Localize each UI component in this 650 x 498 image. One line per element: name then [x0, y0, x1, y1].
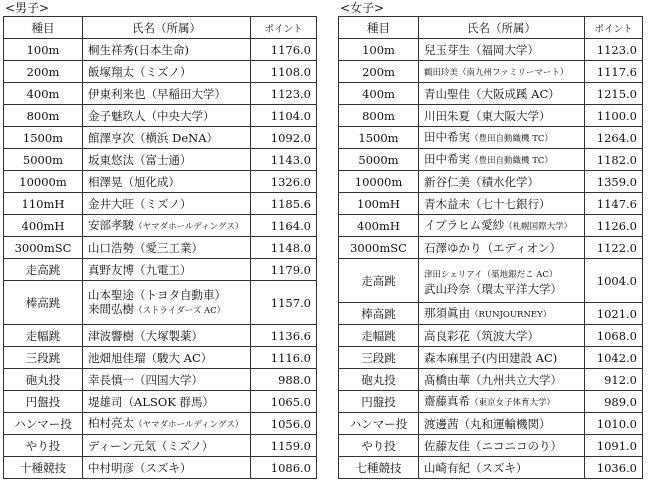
event-cell: 砲丸投 [339, 369, 419, 391]
name-cell [83, 39, 251, 61]
women-caption: <女子> [340, 1, 385, 15]
points-cell: 1010.0 [585, 413, 643, 435]
athlete-name-line [88, 197, 250, 211]
points-cell: 912.0 [585, 369, 643, 391]
points-cell: 1122.0 [585, 237, 643, 259]
athlete-name: 山崎有紀（スズキ） [424, 460, 528, 475]
event-cell: 100m [4, 39, 83, 61]
athlete-name-line [88, 175, 250, 189]
table-row [339, 61, 643, 83]
athlete-name-line [424, 394, 584, 410]
name-cell [83, 83, 251, 105]
athlete-name: 中村明彦（スズキ） [88, 460, 192, 475]
athlete-name: 金子魅玖人（中央大学） [88, 108, 215, 123]
name-cell [83, 457, 251, 479]
event-cell: 800m [339, 105, 419, 127]
table-row [339, 127, 643, 149]
points-cell: 1091.0 [585, 435, 643, 457]
points-cell: 1182.0 [585, 149, 643, 171]
athlete-name-line [424, 373, 584, 387]
event-cell: 100mH [339, 193, 419, 215]
name-cell [419, 193, 585, 215]
event-cell: 5000m [4, 149, 83, 171]
points-cell: 1136.6 [251, 325, 317, 347]
athlete-name: ディーン元気（ミズノ） [88, 438, 214, 453]
athlete-name-line [88, 439, 250, 453]
event-cell: 走幅跳 [339, 325, 419, 347]
name-cell [419, 413, 585, 435]
table-row [339, 435, 643, 457]
points-cell: 1108.0 [251, 61, 317, 83]
points-cell: 1164.0 [251, 215, 317, 237]
points-cell: 1157.0 [251, 281, 317, 325]
table-row [4, 39, 317, 61]
athlete-name-line [424, 197, 584, 211]
athlete-name: 飯塚翔太（ミズノ） [88, 64, 192, 79]
table-row [4, 347, 317, 369]
points-cell: 1148.0 [251, 237, 317, 259]
points-cell: 1126.0 [585, 215, 643, 237]
table-row [339, 457, 643, 479]
table-row [339, 391, 643, 413]
event-cell: 200m [4, 61, 83, 83]
athlete-name-line [88, 109, 250, 123]
points-cell: 1021.0 [585, 303, 643, 325]
men-panel [3, 0, 316, 479]
athlete-name: 兒玉芽生（福岡大学） [424, 42, 539, 57]
table-row [4, 413, 317, 435]
name-cell [83, 105, 251, 127]
athlete-name-line [424, 329, 584, 343]
name-cell [419, 215, 585, 237]
women-header-event: 種目 [339, 17, 419, 39]
table-row [339, 149, 643, 171]
athlete-name-line [424, 175, 584, 189]
event-cell: やり投 [339, 435, 419, 457]
athlete-name-line [88, 43, 250, 57]
table-row [4, 127, 317, 149]
name-cell [419, 391, 585, 413]
table-row [339, 237, 643, 259]
event-cell: やり投 [4, 435, 83, 457]
athlete-name-line [88, 329, 250, 343]
points-cell: 1264.0 [585, 127, 643, 149]
table-row [339, 39, 643, 61]
affiliation-note: （ストライダーズ AC） [134, 305, 226, 316]
event-cell: 100m [339, 39, 419, 61]
event-cell: ハンマー投 [339, 413, 419, 435]
athlete-name: 山本聖途（トヨタ自動車） [88, 287, 226, 302]
points-cell: 1215.0 [585, 83, 643, 105]
table-row [4, 325, 317, 347]
name-cell [419, 237, 585, 259]
affiliation-note: （RUNJOURNEY） [470, 309, 552, 320]
table-row [4, 457, 317, 479]
name-cell [419, 149, 585, 171]
athlete-name: 武山玲奈（環太平洋大学） [424, 281, 562, 296]
event-cell: 10000m [4, 171, 83, 193]
name-cell [83, 127, 251, 149]
athlete-name-line [424, 241, 584, 255]
event-cell: 3000mSC [339, 237, 419, 259]
name-cell [83, 61, 251, 83]
event-cell: 棒高跳 [4, 281, 83, 325]
event-cell: 10000m [339, 171, 419, 193]
event-cell: 三段跳 [4, 347, 83, 369]
table-row [4, 391, 317, 413]
event-cell: 1500m [339, 127, 419, 149]
table-row [339, 215, 643, 237]
athlete-name: 堤雄司（ALSOK 群馬） [88, 394, 214, 409]
event-cell: 円盤投 [339, 391, 419, 413]
athlete-name-line [88, 288, 250, 302]
points-cell: 1147.6 [585, 193, 643, 215]
women-table [338, 16, 643, 479]
table-row [339, 105, 643, 127]
event-cell: 三段跳 [339, 347, 419, 369]
name-cell [83, 171, 251, 193]
athlete-name: 田中希実 [424, 151, 470, 166]
athlete-name-line [424, 87, 584, 101]
athlete-name-line [88, 131, 250, 145]
athlete-name: 田中希実 [424, 129, 470, 144]
athlete-name-line [424, 266, 584, 282]
points-cell: 1117.6 [585, 61, 643, 83]
name-cell [83, 193, 251, 215]
points-cell: 1004.0 [585, 259, 643, 303]
table-row [4, 435, 317, 457]
points-cell: 1116.0 [251, 347, 317, 369]
points-cell: 1065.0 [251, 391, 317, 413]
name-cell [83, 149, 251, 171]
men-caption: <男子> [5, 1, 50, 15]
event-cell: 5000m [339, 149, 419, 171]
athlete-name-line [424, 417, 584, 431]
athlete-name-line [88, 416, 250, 432]
athlete-name: 金井大旺（ミズノ） [88, 196, 192, 211]
event-cell: 400m [339, 83, 419, 105]
athlete-name: 相澤晃（旭化成） [88, 174, 180, 189]
name-cell [83, 259, 251, 281]
athlete-name: イブラヒム愛紗 [424, 217, 505, 232]
men-table [3, 16, 317, 479]
name-cell [83, 435, 251, 457]
table-row [339, 347, 643, 369]
athlete-name: 幸長慎一（四国大学） [88, 372, 203, 387]
name-cell [419, 303, 585, 325]
athlete-name-line [88, 302, 250, 318]
affiliation-note: （東京女子体育大学） [470, 397, 556, 408]
athlete-name-line [424, 152, 584, 168]
points-cell: 1123.0 [585, 39, 643, 61]
event-cell: 400mH [4, 215, 83, 237]
athlete-name: 桐生祥秀(日本生命) [88, 42, 189, 57]
affiliation-note: （札幌国際大学） [504, 221, 573, 232]
men-table-body [4, 39, 317, 479]
name-cell [83, 413, 251, 435]
athlete-name: 山口浩勢（愛三工業） [88, 240, 203, 255]
points-cell: 1086.0 [251, 457, 317, 479]
table-row [4, 61, 317, 83]
athlete-name: 坂東悠汰（富士通） [88, 152, 192, 167]
points-cell: 1036.0 [585, 457, 643, 479]
points-cell: 1068.0 [585, 325, 643, 347]
event-cell: 走高跳 [339, 259, 419, 303]
athlete-name-line [424, 109, 584, 123]
name-cell [83, 369, 251, 391]
event-cell: 800m [4, 105, 83, 127]
athlete-name: 新谷仁美（積水化学） [424, 174, 539, 189]
name-cell [83, 281, 251, 325]
table-row [4, 149, 317, 171]
points-cell: 1326.0 [251, 171, 317, 193]
athlete-name-line [424, 218, 584, 234]
athlete-name: 髙橋由華（九州共立大学） [424, 372, 562, 387]
points-cell: 1179.0 [251, 259, 317, 281]
event-cell: 円盤投 [4, 391, 83, 413]
athlete-name: 伊東利来也（早稲田大学） [88, 86, 226, 101]
event-cell: 十種競技 [4, 457, 83, 479]
table-row [4, 171, 317, 193]
table-row [339, 369, 643, 391]
athlete-name-line [88, 395, 250, 409]
athlete-name: 渡邊茜（丸和運輸機関） [424, 416, 551, 431]
table-row [4, 237, 317, 259]
points-cell: 1185.6 [251, 193, 317, 215]
athlete-name: 石澤ゆかり（エディオン） [424, 240, 562, 255]
athlete-name: 佐藤友佳（ニコニコのり） [424, 438, 562, 453]
women-header-name: 氏名（所属） [419, 17, 585, 39]
name-cell [83, 215, 251, 237]
name-cell [83, 237, 251, 259]
table-row [339, 259, 643, 303]
event-cell: 400mH [339, 215, 419, 237]
athlete-name-line [88, 373, 250, 387]
name-cell [419, 105, 585, 127]
points-cell: 1042.0 [585, 347, 643, 369]
name-cell [419, 369, 585, 391]
athlete-name: 齋藤真希 [424, 393, 470, 408]
points-cell: 1100.0 [585, 105, 643, 127]
athlete-name: 柏村亮太 [88, 415, 134, 430]
table-row [4, 369, 317, 391]
event-cell: 砲丸投 [4, 369, 83, 391]
women-panel [338, 0, 642, 479]
event-cell: 走高跳 [4, 259, 83, 281]
name-cell [419, 259, 585, 303]
event-cell: 七種競技 [339, 457, 419, 479]
table-row [4, 281, 317, 325]
athlete-name-line [424, 439, 584, 453]
affiliation-note: 津田シェリアイ（築地銀だこ AC） [424, 269, 558, 280]
name-cell [419, 457, 585, 479]
name-cell [419, 39, 585, 61]
table-row [339, 83, 643, 105]
affiliation-note: （豊田自動織機 TC） [470, 155, 553, 166]
athlete-name-line [88, 153, 250, 167]
points-cell: 1123.0 [251, 83, 317, 105]
points-cell: 1104.0 [251, 105, 317, 127]
affiliation-note: （ヤマダホールディングス） [134, 419, 244, 430]
event-cell: 110mH [4, 193, 83, 215]
event-cell: 棒高跳 [339, 303, 419, 325]
athlete-name-line [424, 351, 584, 365]
points-cell: 1176.0 [251, 39, 317, 61]
table-row [339, 171, 643, 193]
points-cell: 1359.0 [585, 171, 643, 193]
name-cell [419, 61, 585, 83]
table-row [339, 325, 643, 347]
athlete-name: 津波響樹（大塚製薬） [88, 328, 203, 343]
athlete-name: 青木益未（七十七銀行） [424, 196, 551, 211]
athlete-name-line [88, 461, 250, 475]
name-cell [419, 435, 585, 457]
points-cell: 1092.0 [251, 127, 317, 149]
table-row [339, 413, 643, 435]
athlete-name-line [88, 87, 250, 101]
event-cell: ハンマー投 [4, 413, 83, 435]
athlete-name: 真野友博（九電工） [88, 262, 192, 277]
table-row [4, 215, 317, 237]
affiliation-note: （豊田自動織機 TC） [470, 133, 553, 144]
athlete-name: 池畑旭佳瑠（駿大 AC） [88, 350, 213, 365]
name-cell [419, 83, 585, 105]
points-cell: 1159.0 [251, 435, 317, 457]
athlete-name: 高良彩花（筑波大学） [424, 328, 539, 343]
points-cell: 989.0 [585, 391, 643, 413]
name-cell [419, 347, 585, 369]
athlete-name-line [424, 306, 584, 322]
name-cell [83, 347, 251, 369]
athlete-name: 館澤亨次（横浜 DeNA） [88, 130, 219, 145]
athlete-name-line [424, 461, 584, 475]
affiliation-note: （ヤマダホールディングス） [134, 221, 244, 232]
men-header-points: ポイント [251, 17, 317, 39]
athlete-name-line [424, 130, 584, 146]
women-header-row [339, 17, 643, 39]
athlete-name: 那須眞由 [424, 305, 470, 320]
event-cell: 400m [4, 83, 83, 105]
women-table-body [339, 39, 643, 479]
table-row [4, 83, 317, 105]
athlete-name-line [88, 263, 250, 277]
men-header-row [4, 17, 317, 39]
athlete-name: 川田朱夏（東大阪大学） [424, 108, 551, 123]
athlete-name-line [88, 351, 250, 365]
athlete-name-line [88, 241, 250, 255]
athlete-name: 安部孝駿 [88, 217, 134, 232]
athlete-name: 森本麻里子(内田建設 AC) [424, 350, 558, 365]
women-header-points: ポイント [585, 17, 643, 39]
affiliation-note: 鶴田玲美（南九州ファミリーマート） [424, 67, 569, 78]
athlete-name-line [424, 43, 584, 57]
points-cell: 1056.0 [251, 413, 317, 435]
athlete-name-line [88, 218, 250, 234]
event-cell: 走幅跳 [4, 325, 83, 347]
name-cell [419, 171, 585, 193]
event-cell: 1500m [4, 127, 83, 149]
athlete-name-line [88, 65, 250, 79]
table-row [4, 193, 317, 215]
table-row [339, 303, 643, 325]
points-cell: 988.0 [251, 369, 317, 391]
event-cell: 3000mSC [4, 237, 83, 259]
name-cell [419, 325, 585, 347]
athlete-name: 来間弘樹 [88, 301, 134, 316]
men-header-name: 氏名（所属） [83, 17, 251, 39]
name-cell [419, 127, 585, 149]
event-cell: 200m [339, 61, 419, 83]
men-header-event: 種目 [4, 17, 83, 39]
name-cell [83, 325, 251, 347]
table-row [4, 105, 317, 127]
athlete-name: 青山聖佳（大阪成蹊 AC） [424, 86, 560, 101]
athlete-name-line [424, 64, 584, 80]
points-cell: 1143.0 [251, 149, 317, 171]
athlete-name-line [424, 282, 584, 296]
table-row [4, 259, 317, 281]
table-row [339, 193, 643, 215]
name-cell [83, 391, 251, 413]
